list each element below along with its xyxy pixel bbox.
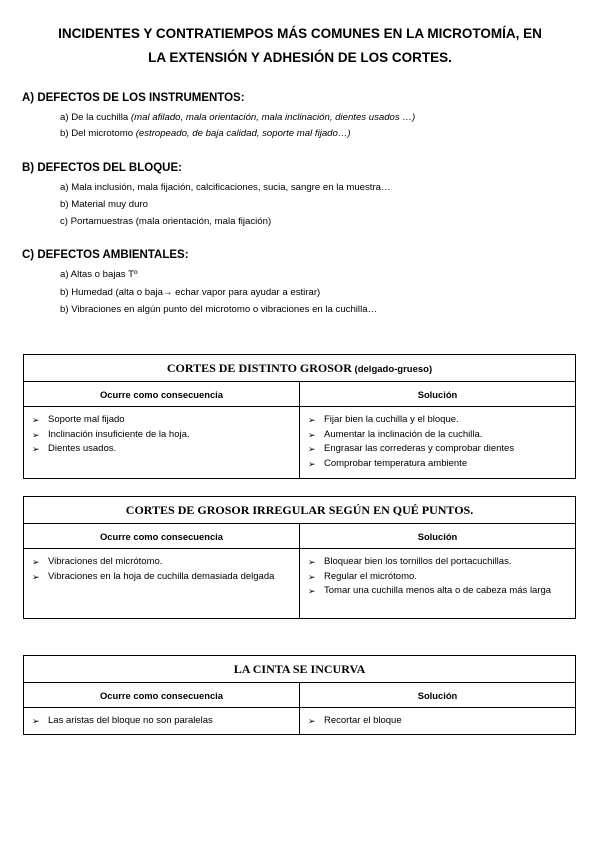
section-c-item: b) Vibraciones en algún punto del microtomo o vibraciones en la cuchilla… (60, 304, 378, 315)
column-header-solution: Solución (300, 382, 576, 407)
table-title: CORTES DE GROSOR IRREGULAR SEGÚN EN QUÉ PUNTOS. (24, 497, 576, 524)
section-a-item: b) Del microtomo (estropeado, de baja calidad, soporte mal fijado…) (60, 128, 351, 139)
table-title: CORTES DE DISTINTO GROSOR (delgado-grueso) (24, 355, 576, 382)
arrow-bullet-icon: ➢ (32, 415, 40, 425)
list-item: ➢ Vibraciones del micrótomo. (30, 555, 293, 570)
section-c-item: b) Humedad (alta o baja→ echar vapor para ayudar a estirar) (60, 287, 321, 298)
solutions-cell (300, 708, 576, 735)
column-header-causes: Ocurre como consecuencia (24, 524, 300, 549)
list-item: ➢ Dientes usados. (30, 442, 293, 457)
table-grosor-irregular (23, 496, 576, 619)
section-c-item: a) Altas o bajas Tº (60, 269, 138, 280)
section-b-heading: B) DEFECTOS DEL BLOQUE: (22, 162, 182, 174)
column-header-causes: Ocurre como consecuencia (24, 382, 300, 407)
solutions-cell (300, 407, 576, 479)
arrow-bullet-icon: ➢ (308, 716, 316, 726)
arrow-bullet-icon: ➢ (308, 444, 316, 455)
list-item: ➢ Fijar bien la cuchilla y el bloque. (306, 413, 569, 428)
causes-cell (24, 407, 300, 479)
list-item: ➢ Inclinación insuficiente de la hoja. (30, 428, 293, 443)
list-item: ➢ Las aristas del bloque no son paralelas (30, 714, 293, 729)
arrow-bullet-icon: ➢ (32, 429, 40, 440)
column-header-solution: Solución (300, 683, 576, 708)
arrow-bullet-icon: ➢ (32, 444, 40, 455)
title-line-1: INCIDENTES Y CONTRATIEMPOS MÁS COMUNES EN LA MICROTOMÍA, EN (58, 26, 542, 41)
arrow-bullet-icon: ➢ (308, 429, 316, 440)
table-title: LA CINTA SE INCURVA (24, 656, 576, 683)
section-b-item: c) Portamuestras (mala orientación, mala fijación) (60, 216, 272, 227)
arrow-bullet-icon: ➢ (308, 586, 316, 597)
list-item: ➢ Recortar el bloque (306, 714, 569, 729)
section-a-item: a) De la cuchilla (mal afilado, mala orientación, mala inclinación, dientes usados …) (60, 112, 416, 123)
list-item: ➢ Aumentar la inclinación de la cuchilla. (306, 428, 569, 443)
table-distinto-grosor (23, 354, 576, 479)
list-item: ➢ Tomar una cuchilla menos alta o de cabeza más larga (306, 584, 569, 599)
section-a-heading: A) DEFECTOS DE LOS INSTRUMENTOS: (22, 92, 245, 104)
list-item: ➢ Comprobar temperatura ambiente (306, 457, 569, 472)
list-item: ➢ Engrasar las correderas y comprobar dientes (306, 442, 569, 457)
arrow-bullet-icon: ➢ (308, 571, 316, 582)
arrow-bullet-icon: ➢ (32, 716, 40, 726)
arrow-bullet-icon: ➢ (308, 458, 316, 469)
section-b-item: a) Mala inclusión, mala fijación, calcificaciones, sucia, sangre en la muestra… (60, 182, 391, 193)
arrow-bullet-icon: ➢ (308, 557, 316, 567)
causes-cell (24, 549, 300, 619)
list-item: ➢ Bloquear bien los tornillos del portacuchillas. (306, 555, 569, 570)
solutions-cell (300, 549, 576, 619)
list-item: ➢ Vibraciones en la hoja de cuchilla demasiada delgada (30, 570, 293, 585)
arrow-bullet-icon: ➢ (32, 571, 40, 582)
table-cinta-incurva (23, 655, 576, 735)
list-item: ➢ Regular el micrótomo. (306, 570, 569, 585)
document-title (20, 22, 580, 70)
arrow-bullet-icon: ➢ (32, 557, 40, 567)
title-line-2: LA EXTENSIÓN Y ADHESIÓN DE LOS CORTES. (148, 50, 452, 65)
arrow-bullet-icon: ➢ (308, 415, 316, 425)
section-c-heading: C) DEFECTOS AMBIENTALES: (22, 249, 189, 261)
column-header-causes: Ocurre como consecuencia (24, 683, 300, 708)
section-b-item: b) Material muy duro (60, 199, 148, 210)
column-header-solution: Solución (300, 524, 576, 549)
list-item: ➢ Soporte mal fijado (30, 413, 293, 428)
causes-cell (24, 708, 300, 735)
